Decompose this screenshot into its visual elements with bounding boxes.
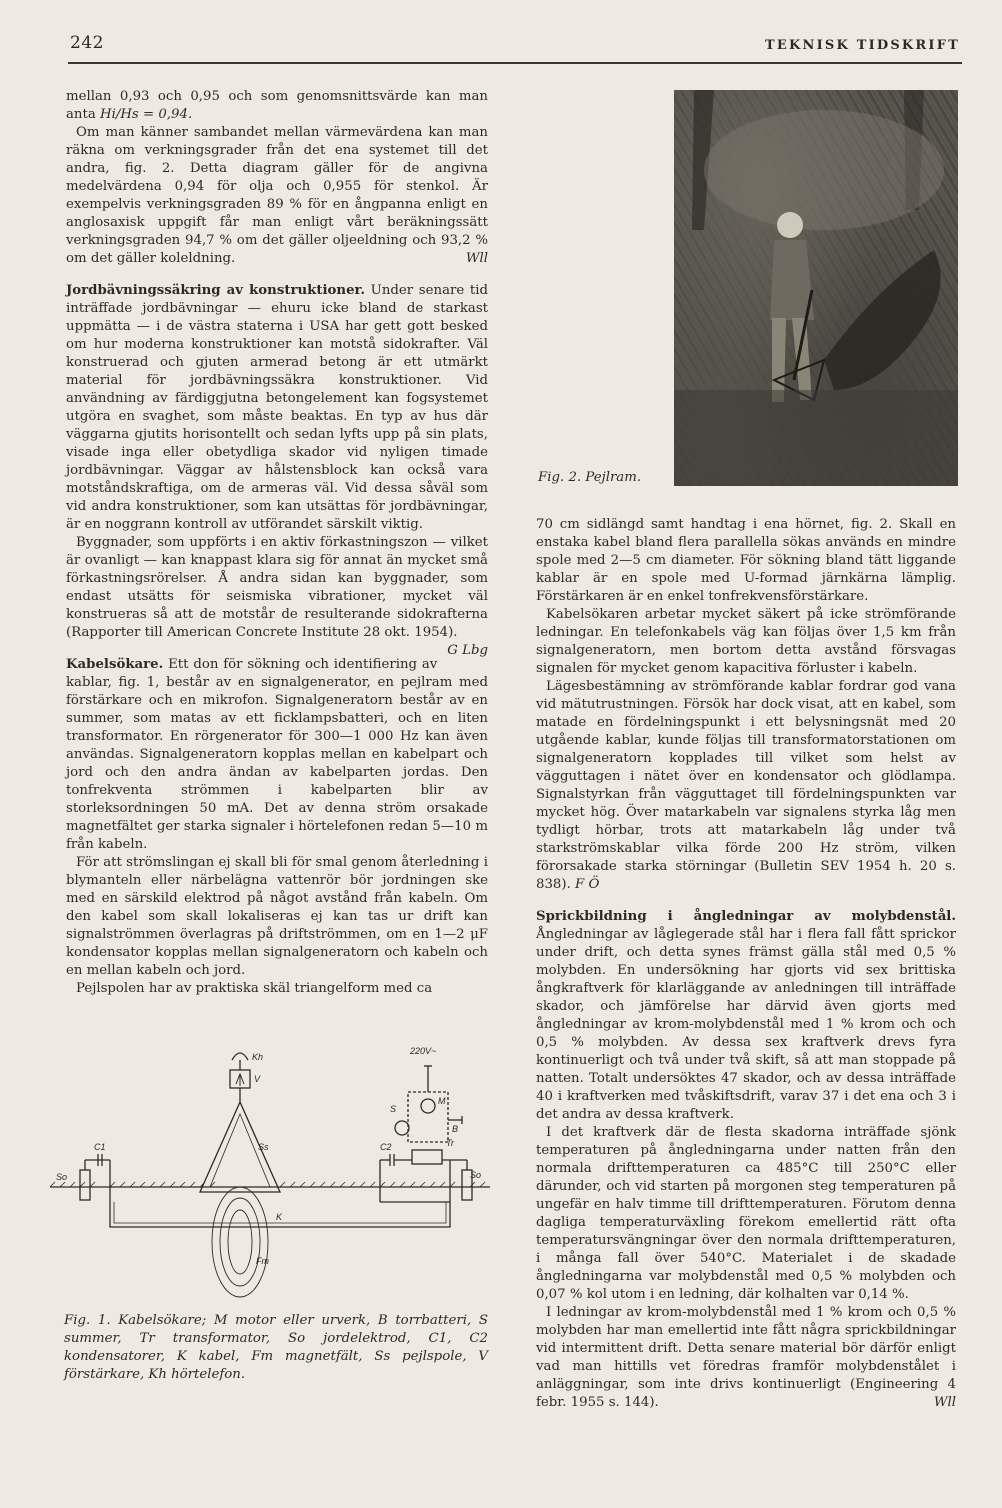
left-column [66, 88, 488, 998]
journal-title: TEKNISK TIDSKRIFT [765, 38, 960, 53]
fig1-diagram [50, 1042, 490, 1308]
author-signature: G Lbg [447, 643, 488, 658]
photo-scene [674, 90, 958, 486]
label-b: B [452, 1124, 459, 1134]
paragraph [536, 516, 956, 606]
label-c2: C2 [380, 1142, 392, 1152]
paragraph [66, 124, 488, 268]
paragraph-text: mellan 0,93 och 0,95 och som genomsnittsvärde kan man anta [66, 89, 488, 122]
section-heading: Kabelsökare. [66, 657, 164, 672]
paragraph-text: Byggnader, som uppförts i en aktiv förkastningszon — vilket är ovanligt — kan knappast klara sig för annat än mycket små förkastningsrörelser. Å andra sidan kan byggnader, som endast utsätts för seismiska vibrationer, mycket väl konstrueras så att de motstår de resulterande sidokrafterna (Rapporter till American Concrete Institute 28 okt. 1954). [66, 535, 488, 640]
label-k: K [276, 1212, 283, 1222]
paragraph [66, 980, 488, 998]
label-so-right: So [470, 1170, 482, 1180]
paragraph [536, 1124, 956, 1304]
paragraph [536, 678, 956, 894]
paragraph-text: Lägesbestämning av strömförande kablar fordrar god vana vid mätutrustningen. Försök har dock visat, att en kabel, som matade en fördelningspunkt i ett belysningsnät med 20 utgående kablar, kunde följas till transformatorstationen om signalgeneratorn kopplades till vilket som helst av vägguttagen i nätet över en kondensator och glödlampa. Signalstyrkan från vägguttaget till fördelningspunkten var mycket hög. Över matarkabeln var signalens styrka låg men tydligt hörbar, trots att matarkabeln låg under två starkströmskablar vilka förde 200 Hz ström, vilken förorsakade starka störningar (Bulletin SEV 1954 h. 20 s. 838). [536, 679, 956, 892]
page-number: 242 [70, 33, 104, 53]
section-heading: Jordbävningssäkring av konstruktioner. [66, 283, 365, 298]
formula: Hi/Hs = 0,94. [100, 107, 193, 122]
fig2-caption: Fig. 2. Pejlram. [538, 470, 642, 485]
paragraph-text: Ångledningar av låglegerade stål har i flera fall fått sprickor under drift, och detta synes främst gälla stål med 0,5 % molybden. En undersökning har gjorts vid sex brittiska ångkraftverk för klarläggande av anledningen till inträffade skador, och jämförelse har därvid även gjorts med ångledningar av krom-molybdenstål med 1 % krom och och 0,5 % molybden. Av dessa sex kraftverk drevs fyra kontinuerligt och två under två skift, så att man stoppade på natten. Totalt undersöktes 47 skador, och av dessa inträffade 40 i kraftverken med tvåskiftsdrift, varav 37 i det ena och 3 i det andra av dessa kraftverk. [536, 927, 956, 1122]
author-signature: Wll [933, 1395, 956, 1410]
paragraph-text: Ett don för sökning och identifiering av kablar, fig. 1, består av en signalgenerator, en pejlram med förstärkare och en mikrofon. Signalgeneratorn består av en summer, som matas av ett ficklampsbatteri, och en liten transformator. En rörgenerator för 300—1 000 Hz kan även användas. Signalgeneratorn kopplas mellan en kabelpart och jord och den andra ändan av kabelparten jordas. Den tonfrekventa strömmen i kabelparten blir av storleksordningen 50 mA. Det av denna ström orsakade magnetfältet ger starka signaler i hörtelefonen redan 5—10 m från kabeln. [66, 657, 488, 852]
label-so-left: So [56, 1172, 68, 1182]
paragraph [66, 534, 488, 658]
magnetic-field [228, 1210, 252, 1274]
paragraph-text: Om man känner sambandet mellan värmevärdena kan man räkna om verkningsgrader från det ena systemet till det andra, fig. 2. Detta diagram gäller för de angivna medelvärdena 0,94 för olja och 0,955 för stenkol. Är exempelvis verkningsgraden 89 % för en ångpanna enligt en anglosaxisk uppgift får man enligt vårt beräkningssätt verkningsgraden 94,7 % om det gäller oljeeldning och 93,2 % om det gäller koleldning. [66, 125, 488, 266]
headphone-kh [232, 1053, 248, 1060]
label-ss: Ss [258, 1142, 269, 1152]
transformer-tr [412, 1150, 442, 1164]
paragraph [66, 88, 488, 124]
paragraph [66, 282, 488, 534]
author-signature: F Ö [575, 877, 600, 892]
paragraph-text: I ledningar av krom-molybdenstål med 1 % krom och 0,5 % molybden har man emellertid inte fått några sprickbildningar vid intermittent drift. Detta senare material bör därför enligt vad man hittills vet föredras framför molybdenstålet i anläggningar, som inte drivs kontinuerligt (Engineering 4 febr. 1955 s. 144). [536, 1305, 956, 1410]
paragraph-text: 70 cm sidlängd samt handtag i ena hörnet, fig. 2. Skall en enstaka kabel bland flera parallella sökas används en mindre spole med 2—5 cm diameter. För sökning bland tätt liggande kablar är en spole med U-formad järnkärna lämplig. Förstärkaren är en enkel tonfrekvensförstärkare. [536, 517, 956, 604]
fig1-caption: Fig. 1. Kabelsökare; M motor eller urverk, B torrbatteri, S summer, Tr transformator, So jordelektrod, C1, C2 kondensatorer, K kabel, Fm magnetfält, Ss pejlspole, V förstärkare, Kh hörtelefon. [64, 1313, 488, 1382]
right-column [536, 516, 956, 1412]
paragraph-text: För att strömslingan ej skall bli för smal genom återledning i blymanteln eller närbelägna vattenrör bör jordningen ske med en särskild elektrod på något avstånd från kabeln. Om den kabel som skall lokaliseras ej kan tas ur drift kan signalströmmen överlagras på driftströmmen, om en 1—2 μF kondensator kopplas mellan signalgeneratorn och kabeln och en mellan kabeln och jord. [66, 855, 488, 978]
paragraph-text: Pejlspolen har av praktiska skäl triangelform med ca [76, 981, 433, 996]
paragraph-text: Kabelsökaren arbetar mycket säkert på icke strömförande ledningar. En telefonkabels väg kan följas över 1,5 km från signalgeneratorn, men bortom detta avstånd försvagas signalen för mycket genom kapacitiva förluster i kabeln. [536, 607, 956, 676]
paragraph-text: Under senare tid inträffade jordbävningar — ehuru icke bland de starkast uppmätta — i de västra staterna i USA har gett gott besked om hur moderna konstruktioner kan motstå sidokrafter. Väl konstruerad och gjuten armerad betong är ett utmärkt material för jordbävningssäkra konstruktioner. Vid användning av färdiggjutna betongelement kan fogsystemet utgöra en svaghet, som måste beaktas. En typ av hus där väggarna gjutits horisontellt och sedan lyfts upp på sin plats, visade inga eller obetydliga skador vid nyligen timade jordbävningar. Väggar av hålstensblock kan också vara motståndskraftiga, om de armeras väl. Vid dessa såväl som vid andra konstruktioner, som kan utsättas för jordbävningar, är en noggrann kontroll av utförandet särskilt viktig. [66, 283, 488, 532]
paragraph [536, 606, 956, 678]
label-s: S [390, 1104, 397, 1114]
magnetic-field [220, 1198, 260, 1286]
author-signature: Wll [465, 251, 488, 266]
paragraph [536, 908, 956, 1124]
label-fm: Fm [256, 1256, 269, 1266]
paragraph [536, 1304, 956, 1412]
section-heading: Sprickbildning i ångledningar av molybdenstål. [536, 909, 956, 924]
label-220v: 220V~ [410, 1046, 437, 1056]
header-rule [68, 62, 962, 64]
label-m: M [438, 1096, 446, 1106]
ground-hatching [50, 1182, 485, 1187]
label-v: V [254, 1074, 261, 1084]
label-tr: Tr [446, 1138, 454, 1148]
paragraph-text: I det kraftverk där de flesta skadorna inträffade sjönk temperaturen på ångledningarna under natten från den normala drifttemperaturen ca 485°C till 250°C eller därunder, och vid starten på morgonen steg temperaturen på ungefär en halv timme till drifttemperaturen. Förutom denna dagliga temperaturväxling förekom emellertid rätt ofta temperatursvängningar över den normala drifttemperaturen, i många fall över 540°C. Materialet i de skadade ångledningarna var molybdenstål med 0,5 % molybden och 0,07 % kol utom i en ledning, där kolhalten var 0,14 %. [536, 1125, 956, 1302]
paragraph [66, 854, 488, 980]
fig2-photo [674, 90, 958, 486]
label-c1: C1 [94, 1142, 106, 1152]
label-kh: Kh [252, 1052, 264, 1062]
summer-s [395, 1121, 409, 1135]
amplifier-v-symbol [236, 1074, 244, 1086]
motor-m [421, 1099, 435, 1113]
paragraph [66, 656, 488, 854]
